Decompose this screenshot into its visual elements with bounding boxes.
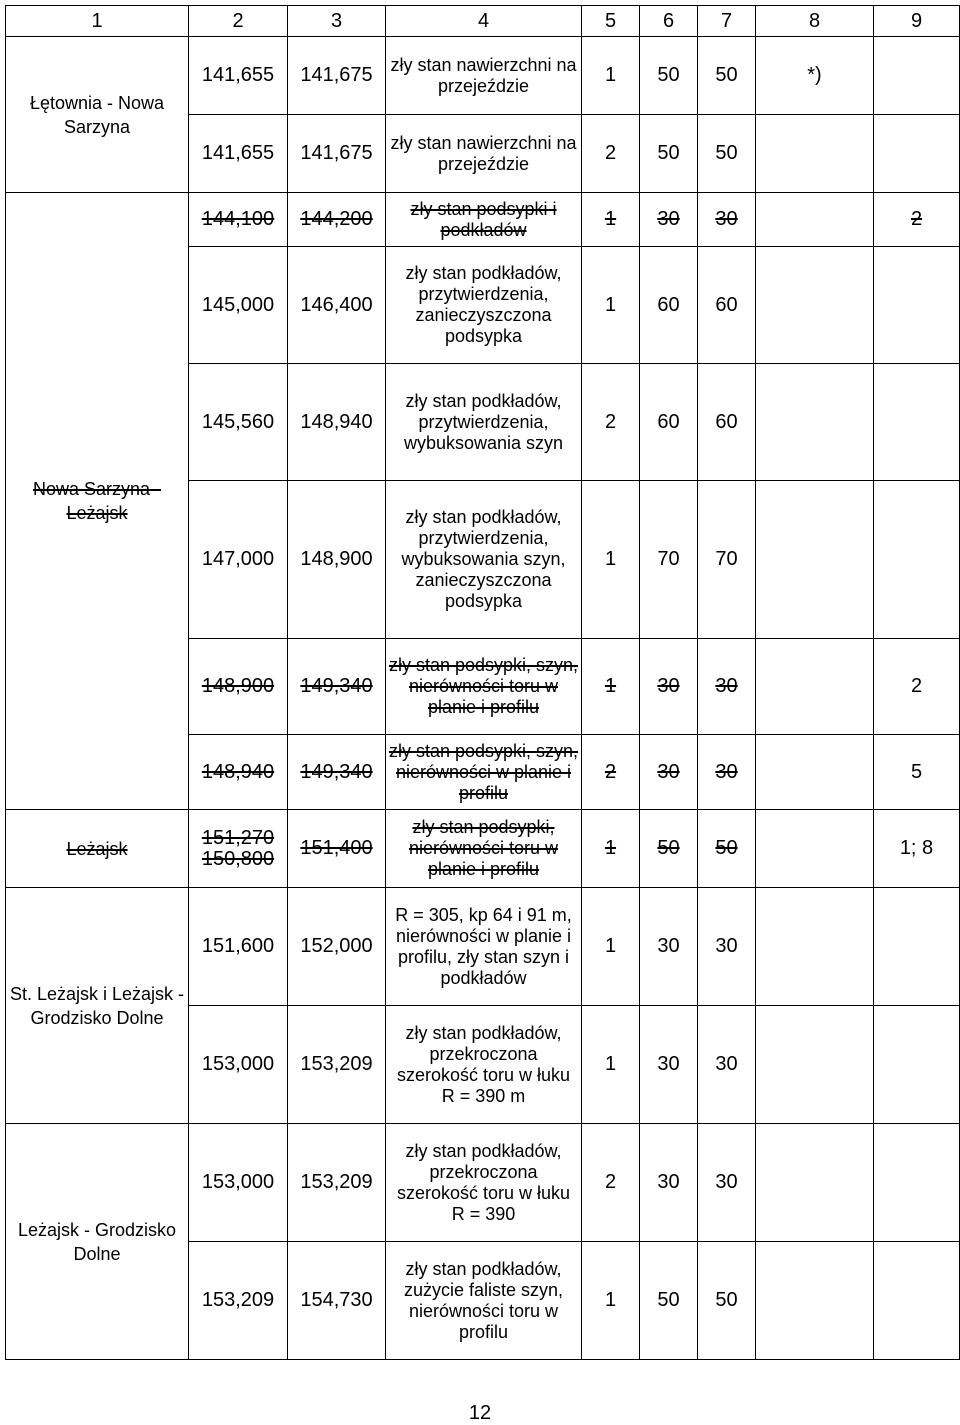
description: zły stan podkładów, przytwierdzenia, wybuksowania szyn (386, 364, 582, 481)
description: zły stan podkładów, przytwierdzenia, zanieczyszczona podsypka (386, 247, 582, 364)
restrictions-table (5, 5, 960, 1360)
col6: 50 (640, 810, 698, 888)
col7: 30 (698, 193, 756, 247)
section-name: Leżajsk - Grodzisko Dolne (6, 1124, 189, 1360)
header-cell: 7 (698, 6, 756, 37)
km-to: 154,730 (288, 1242, 386, 1360)
col6: 30 (640, 1124, 698, 1242)
km-from: 151,600 (189, 888, 288, 1006)
km-to: 144,200 (288, 193, 386, 247)
section-name: Leżajsk (6, 810, 189, 888)
col6: 60 (640, 247, 698, 364)
col9 (874, 1006, 960, 1124)
km-to: 141,675 (288, 37, 386, 115)
col9 (874, 115, 960, 193)
col5: 1 (582, 37, 640, 115)
col7: 30 (698, 1006, 756, 1124)
col5: 1 (582, 888, 640, 1006)
km-to: 152,000 (288, 888, 386, 1006)
col8 (756, 247, 874, 364)
col7: 50 (698, 1242, 756, 1360)
km-from (189, 810, 288, 888)
col5: 2 (582, 735, 640, 810)
col8 (756, 888, 874, 1006)
col5: 2 (582, 1124, 640, 1242)
table-row (6, 810, 960, 888)
km-to: 148,940 (288, 364, 386, 481)
col5: 1 (582, 193, 640, 247)
col7: 50 (698, 37, 756, 115)
col9: 5 (874, 735, 960, 810)
col5: 1 (582, 1242, 640, 1360)
col6: 30 (640, 639, 698, 735)
header-row (6, 6, 960, 37)
col9 (874, 37, 960, 115)
header-cell: 3 (288, 6, 386, 37)
col6: 50 (640, 1242, 698, 1360)
col8 (756, 1006, 874, 1124)
col7: 50 (698, 810, 756, 888)
col8 (756, 810, 874, 888)
section-name: Łętownia - Nowa Sarzyna (6, 37, 189, 193)
col7: 30 (698, 639, 756, 735)
col6: 30 (640, 1006, 698, 1124)
description: zły stan podkładów, przytwierdzenia, wybuksowania szyn, zanieczyszczona podsypka (386, 481, 582, 639)
col8 (756, 639, 874, 735)
table-row (6, 37, 960, 115)
description: zły stan podsypki, szyn, nierówności toru w planie i profilu (386, 639, 582, 735)
km-to: 148,900 (288, 481, 386, 639)
km-from: 153,000 (189, 1006, 288, 1124)
col7: 30 (698, 888, 756, 1006)
col7: 60 (698, 247, 756, 364)
col6: 50 (640, 115, 698, 193)
col7: 30 (698, 1124, 756, 1242)
km-from-a: 151,270 (201, 826, 275, 849)
col8 (756, 193, 874, 247)
col9: 2 (874, 193, 960, 247)
km-to: 151,400 (288, 810, 386, 888)
description: zły stan podsypki, nierówności toru w planie i profilu (386, 810, 582, 888)
page-number: 12 (468, 1402, 492, 1424)
section-name: Nowa Sarzyna - Leżajsk (6, 193, 189, 810)
col8 (756, 481, 874, 639)
km-from: 141,655 (189, 115, 288, 193)
col9 (874, 1242, 960, 1360)
km-from: 145,560 (189, 364, 288, 481)
col7: 30 (698, 735, 756, 810)
table-row (6, 888, 960, 1006)
col5: 1 (582, 1006, 640, 1124)
col5: 1 (582, 481, 640, 639)
table-row (6, 193, 960, 247)
col9 (874, 1124, 960, 1242)
col9 (874, 888, 960, 1006)
km-from-b: 150,800 (201, 847, 275, 870)
col5: 1 (582, 639, 640, 735)
km-to: 141,675 (288, 115, 386, 193)
description: zły stan podkładów, przekroczona szerokość toru w łuku R = 390 m (386, 1006, 582, 1124)
col8: *) (756, 37, 874, 115)
col6: 30 (640, 193, 698, 247)
col5: 2 (582, 115, 640, 193)
description: zły stan nawierzchni na przejeździe (386, 37, 582, 115)
description: zły stan nawierzchni na przejeździe (386, 115, 582, 193)
col8 (756, 1242, 874, 1360)
table-row (6, 1124, 960, 1242)
km-from: 153,209 (189, 1242, 288, 1360)
col9: 2 (874, 639, 960, 735)
header-cell: 5 (582, 6, 640, 37)
col8 (756, 115, 874, 193)
header-cell: 4 (386, 6, 582, 37)
km-to: 146,400 (288, 247, 386, 364)
km-to: 149,340 (288, 735, 386, 810)
km-from: 148,900 (189, 639, 288, 735)
description: R = 305, kp 64 i 91 m, nierówności w planie i profilu, zły stan szyn i podkładów (386, 888, 582, 1006)
col6: 70 (640, 481, 698, 639)
description: zły stan podsypki, szyn, nierówności w planie i profilu (386, 735, 582, 810)
description: zły stan podsypki i podkładów (386, 193, 582, 247)
col9 (874, 247, 960, 364)
col5: 1 (582, 247, 640, 364)
col8 (756, 1124, 874, 1242)
col5: 2 (582, 364, 640, 481)
col8 (756, 735, 874, 810)
col9 (874, 364, 960, 481)
km-from: 147,000 (189, 481, 288, 639)
col6: 60 (640, 364, 698, 481)
col6: 50 (640, 37, 698, 115)
header-cell: 9 (874, 6, 960, 37)
km-from: 153,000 (189, 1124, 288, 1242)
col6: 30 (640, 735, 698, 810)
col9 (874, 481, 960, 639)
km-from: 141,655 (189, 37, 288, 115)
description: zły stan podkładów, przekroczona szerokość toru w łuku R = 390 (386, 1124, 582, 1242)
km-to: 149,340 (288, 639, 386, 735)
km-to: 153,209 (288, 1124, 386, 1242)
header-cell: 1 (6, 6, 189, 37)
section-name: St. Leżajsk i Leżajsk - Grodzisko Dolne (6, 888, 189, 1124)
km-to: 153,209 (288, 1006, 386, 1124)
header-cell: 8 (756, 6, 874, 37)
km-from: 145,000 (189, 247, 288, 364)
km-from: 148,940 (189, 735, 288, 810)
header-cell: 6 (640, 6, 698, 37)
col8 (756, 364, 874, 481)
col5: 1 (582, 810, 640, 888)
col9: 1; 8 (874, 810, 960, 888)
col7: 70 (698, 481, 756, 639)
col7: 50 (698, 115, 756, 193)
description: zły stan podkładów, zużycie faliste szyn, nierówności toru w profilu (386, 1242, 582, 1360)
col6: 30 (640, 888, 698, 1006)
km-from: 144,100 (189, 193, 288, 247)
header-cell: 2 (189, 6, 288, 37)
col7: 60 (698, 364, 756, 481)
